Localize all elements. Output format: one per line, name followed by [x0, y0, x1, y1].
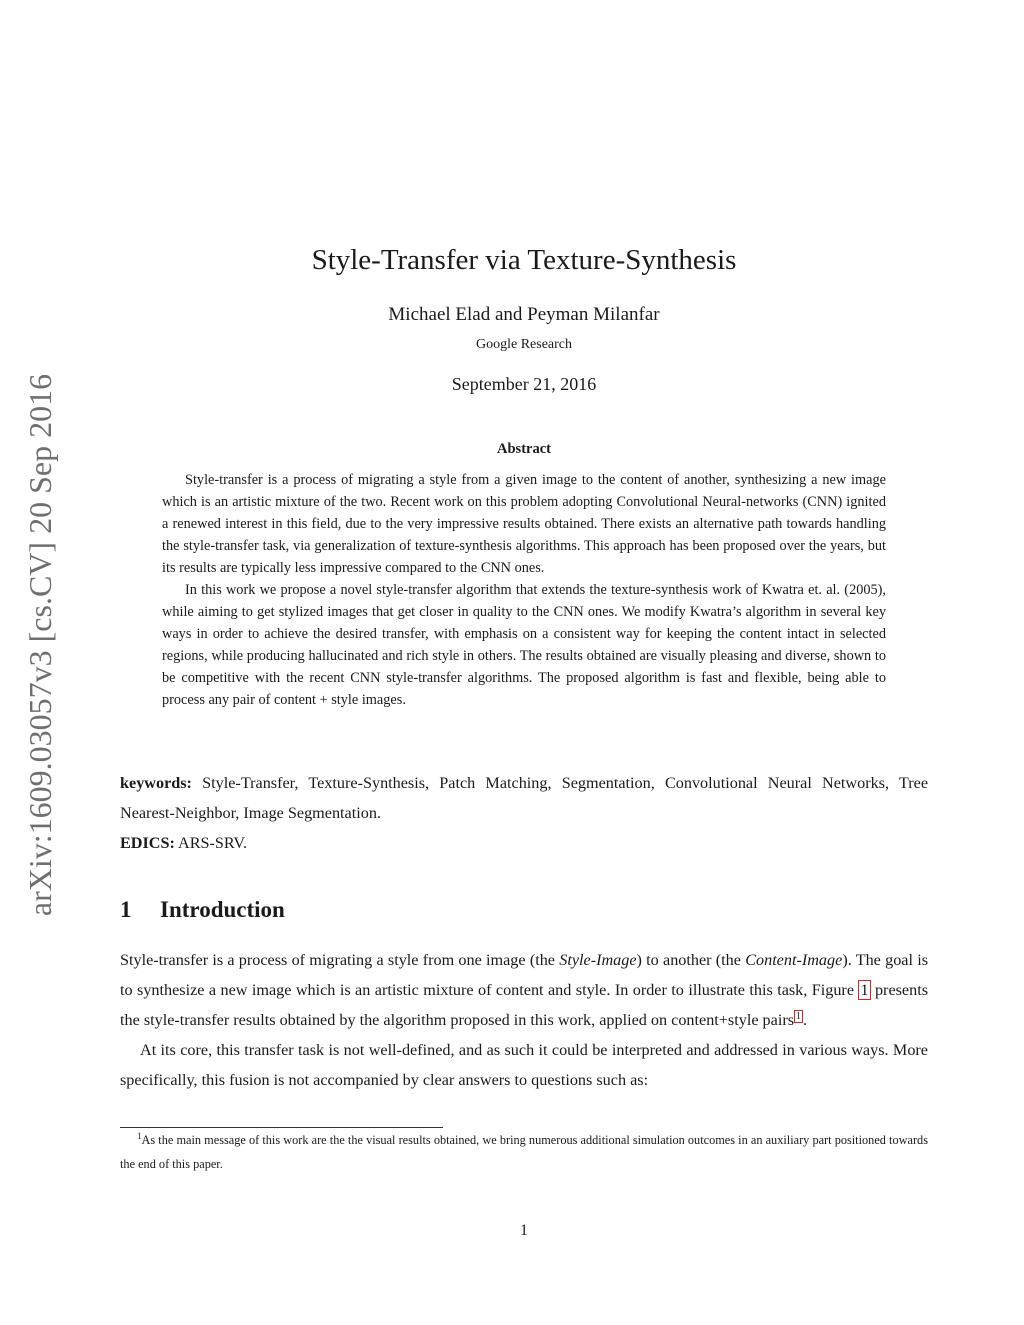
text-run: Style-transfer is a process of migrating a style from one image (the — [120, 951, 560, 969]
arxiv-identifier-stamp: arXiv:1609.03057v3 [cs.CV] 20 Sep 2016 — [22, 373, 58, 917]
page-number: 1 — [520, 1222, 528, 1239]
footnote — [120, 1128, 928, 1176]
figure-reference-link[interactable]: 1 — [860, 981, 869, 999]
text-run: ) to another (the — [636, 951, 746, 969]
paper-date: September 21, 2016 — [451, 374, 597, 394]
edics-label: EDICS: — [120, 834, 175, 852]
section-heading-introduction — [120, 894, 285, 926]
paper-title: Style-Transfer via Texture-Synthesis — [311, 244, 737, 276]
footnote-text: As the main message of this work are the the visual results obtained, we bring numerous additional simulation outcomes in an auxiliary part positioned towards the end of this paper. — [120, 1133, 928, 1171]
section-title: Introduction — [160, 897, 285, 922]
section-number: 1 — [120, 897, 132, 922]
abstract-heading: Abstract — [497, 441, 551, 457]
abstract-body — [162, 469, 886, 711]
author-affiliation: Google Research — [475, 337, 573, 352]
text-run: presents the style-transfer results obtained by the algorithm proposed in this work, applied on content+style pairs — [120, 981, 928, 1029]
abstract-paragraph: Style-transfer is a process of migrating a style from a given image to the content of another, synthesizing a new image which is an artistic mixture of the two. Recent work on this problem adopting Convolutional Neural-networks (CNN) ignited a renewed interest in this field, due to the very impressive results obtained. There exists an alternative path towards handling the style-transfer task, via generalization of texture-synthesis algorithms. This approach has been proposed over the years, but its results are typically less impressive compared to the CNN ones. — [162, 472, 886, 576]
keywords-text: Style-Transfer, Texture-Synthesis, Patch Matching, Segmentation, Convolutional Neural Networks, Tree Nearest-Neighbor, Image Segmentation. — [120, 774, 929, 822]
keywords-label: keywords: — [120, 774, 192, 792]
introduction-body — [120, 945, 928, 1095]
body-paragraph — [120, 945, 928, 1035]
edics-text: ARS-SRV. — [178, 834, 248, 852]
emphasis-style-image: Style-Image — [559, 951, 637, 969]
keywords-block — [120, 768, 928, 858]
keywords-line — [120, 768, 928, 828]
emphasis-content-image: Content-Image — [745, 951, 843, 969]
paper-authors: Michael Elad and Peyman Milanfar — [388, 304, 660, 325]
body-paragraph: At its core, this transfer task is not well-defined, and as such it could be interpreted and addressed in various ways. More specifically, this fusion is not accompanied by clear answers to questions such as: — [120, 1041, 928, 1089]
footnote-number: 1 — [137, 1130, 142, 1141]
text-run: . — [803, 1011, 808, 1029]
abstract-paragraph: In this work we propose a novel style-transfer algorithm that extends the texture-synthesis work of Kwatra et. al. (2005), while aiming to get stylized images that get closer in quality to the CNN ones. We modify Kwatra’s algorithm in several key ways in order to achieve the desired transfer, with emphasis on a consistent way for keeping the content intact in selected regions, while producing hallucinated and rich style in others. The results obtained are visually pleasing and diverse, shown to be competitive with the recent CNN style-transfer algorithms. The proposed algorithm is fast and flexible, being able to process any pair of content + style images. — [162, 582, 886, 708]
footnote-reference-link[interactable]: 1 — [796, 1010, 802, 1022]
text-run: ). The goal is to synthesize a new image which is an artistic mixture of content and style. In order to illustrate this task, Figure — [120, 951, 929, 999]
edics-line — [120, 828, 928, 858]
